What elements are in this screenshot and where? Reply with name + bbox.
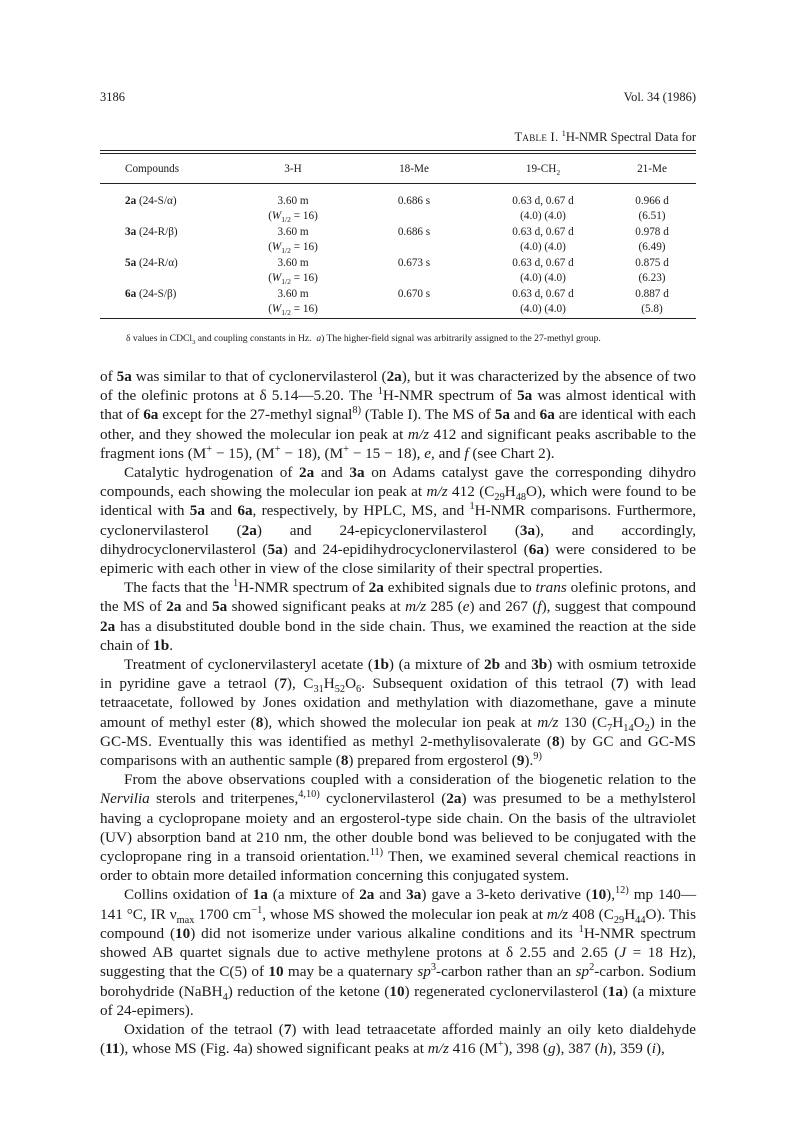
column-header-compounds: Compounds [125,163,180,175]
me21-coupling: (6.23) [638,272,666,284]
paragraph: Collins oxidation of 1a (a mixture of 2a and 3a) gave a 3-keto derivative (10),$^{12)}$ mp 140—141 °C, IR $\nu_{max}$ 1700 $cm^{-1}$, whose MS showed the molecular ion peak at m/z 408 $(C_{29}H_{44}O)$. This compound (10) did not isomerize under various alkaline conditions and its $^1$H-NMR spectrum showed AB quartet signals due to active methylene protons at δ 2.55 and 2.65 (J = 18 Hz), suggesting that the C(5) of 10 may be a quaternary $sp^3$-carbon rather than an $sp^2$-carbon. Sodium borohydride (NaBH$_4$) reduction of the ketone (10) regenerated cyclonervilasterol (1a) (a mixture of 24-epimers). [100,885,697,1019]
me18-shift: 0.670 s [397,288,431,300]
paragraph: Treatment of cyclonervilasteryl acetate (1b) (a mixture of 2b and 3b) with osmium tetroxide in pyridine gave a tetraol (7), $C_{31}H_{52}O_6$. Subsequent oxidation of this tetraol (7) with lead tetraacetate, followed by Jones oxidation and methylation with diazomethane, gave a minute amount of methyl ester (8), which showed the molecular ion peak at m/z 130 $(C_7H_{14}O_2)$ in the GC-MS. Eventually this was identified as methyl 2-methylisovalerate (8) by GC and GC-MS comparisons with an authentic sample (8) prepared from ergosterol (9).$^{9)}$ [100,656,697,770]
h3-shift: 3.60 m [277,226,309,238]
me18-shift: 0.686 s [397,195,431,207]
paragraph: Catalytic hydrogenation of 2a and 3a on Adams catalyst gave the corresponding dihydro compounds, each showing the molecular ion peak at m/z 412 $(C_{29}H_{48}O)$, which were found to be identical with 5a and 6a, respectively, by HPLC, MS, and $^1$H-NMR comparisons. Furthermore, cyclonervilasterol (2a) and 24-epicyclonervilasterol (3a), and accordingly, dihydrocyclonervilasterol (5a) and 24-epidihydrocyclonervilasterol (6a) were considered to be epimeric with each other in view of the close similarity of their spectral properties. [100,464,697,578]
table-footnote: δ values in CDCl$_3$ and coupling constants in Hz. a) The higher-field signal was arbitrarily assigned to the 27-methyl group. [126,333,601,346]
compound-cell [125,288,176,300]
column-header-19ch2: $19-CH_2$ [525,163,561,178]
ch2-19-shift: 0.63 d, 0.67 d [512,288,574,300]
compound-id: 2a [125,195,137,207]
h3-half-width: $(W_{1/2} = 16)$ [268,241,318,256]
compound-id: 6a [125,288,137,300]
compound-configuration: (24-R/α) [138,257,178,269]
compound-configuration: (24-S/α) [138,195,177,207]
column-header-18me: 18-Me [399,163,429,175]
compound-cell [125,195,177,207]
me21-shift: 0.887 d [635,288,669,300]
ch2-19-shift: 0.63 d, 0.67 d [512,226,574,238]
paragraph: Oxidation of the tetraol (7) with lead tetraacetate afforded mainly an oily keto dialdehyde (11), whose MS (Fig. 4a) showed significant peaks at m/z 416 (M+), 398 (g), 387 (h), 359 (i), [100,1020,696,1058]
table-title: $^1$H-NMR Spectral Data for [561,127,696,144]
column-header-3h: 3-H [284,163,302,175]
h3-half-width: $(W_{1/2} = 16)$ [268,303,318,318]
ch2-19-coupling: (4.0) (4.0) [520,272,566,284]
h3-half-width: $(W_{1/2} = 16)$ [268,272,318,287]
nmr-table [100,0,696,330]
compound-configuration: (24-R/β) [138,226,178,238]
ch2-19-shift: 0.63 d, 0.67 d [512,195,574,207]
page-number: 3186 [100,90,125,104]
column-header-21me: 21-Me [637,163,667,175]
compound-cell [125,226,178,238]
ch2-19-coupling: (4.0) (4.0) [520,241,566,253]
compound-id: 3a [125,226,137,238]
ch2-19-coupling: (4.0) (4.0) [520,210,566,222]
me18-shift: 0.673 s [397,257,431,269]
compound-cell [125,257,178,269]
me21-shift: 0.978 d [635,226,669,238]
ch2-19-coupling: (4.0) (4.0) [520,303,566,315]
compound-id: 5a [125,257,137,269]
me21-shift: 0.875 d [635,257,669,269]
me21-coupling: (6.51) [638,210,666,222]
h3-half-width: $(W_{1/2} = 16)$ [268,210,318,225]
paragraph: From the above observations coupled with a consideration of the biogenetic relation to the Nervilia sterols and triterpenes,$^{4,10)}$ cyclonervilasterol (2a) was presumed to be a methylsterol having a cyclopropane moiety and an ergosterol-type side chain. On the basis of the ultraviolet (UV) absorption band at 210 nm, the other double bond was believed to be conjugated with the cyclopropane ring in a transoid orientation.$^{11)}$ Then, we examined several chemical reactions in order to obtain more detailed information concerning this conjugated system. [100,771,696,885]
me21-shift: 0.966 d [635,195,669,207]
compound-configuration: (24-S/β) [138,288,177,300]
me18-shift: 0.686 s [397,226,431,238]
volume-label: Vol. 34 (1986) [623,90,696,104]
h3-shift: 3.60 m [277,195,309,207]
me21-coupling: (6.49) [638,241,666,253]
paragraph: The facts that the $^1$H-NMR spectrum of 2a exhibited signals due to trans olefinic protons, and the MS of 2a and 5a showed significant peaks at m/z 285 (e) and 267 (f), suggest that compound 2a has a disubstituted double bond in the side chain. Thus, we examined the reaction at the side chain of 1b. [100,578,696,654]
ch2-19-shift: 0.63 d, 0.67 d [512,257,574,269]
paragraph: of 5a was similar to that of cyclonervilasterol (2a), but it was characterized by the absence of two of the olefinic protons at δ 5.14—5.20. The $^1$H-NMR spectrum of 5a was almost identical with that of 6a except for the 27-methyl signal$^{8)}$ (Table I). The MS of 5a and 6a are identical with each other, and they showed the molecular ion peak at m/z 412 and significant peaks ascribable to the fragment ions (M+ − 15), (M+ − 18), (M+ − 15 − 18), e, and f (see Chart 2). [100,368,697,462]
body-text [100,367,696,1058]
table-label: Table I. [514,130,559,144]
me21-coupling: (5.8) [641,303,663,315]
h3-shift: 3.60 m [277,288,309,300]
h3-shift: 3.60 m [277,257,309,269]
